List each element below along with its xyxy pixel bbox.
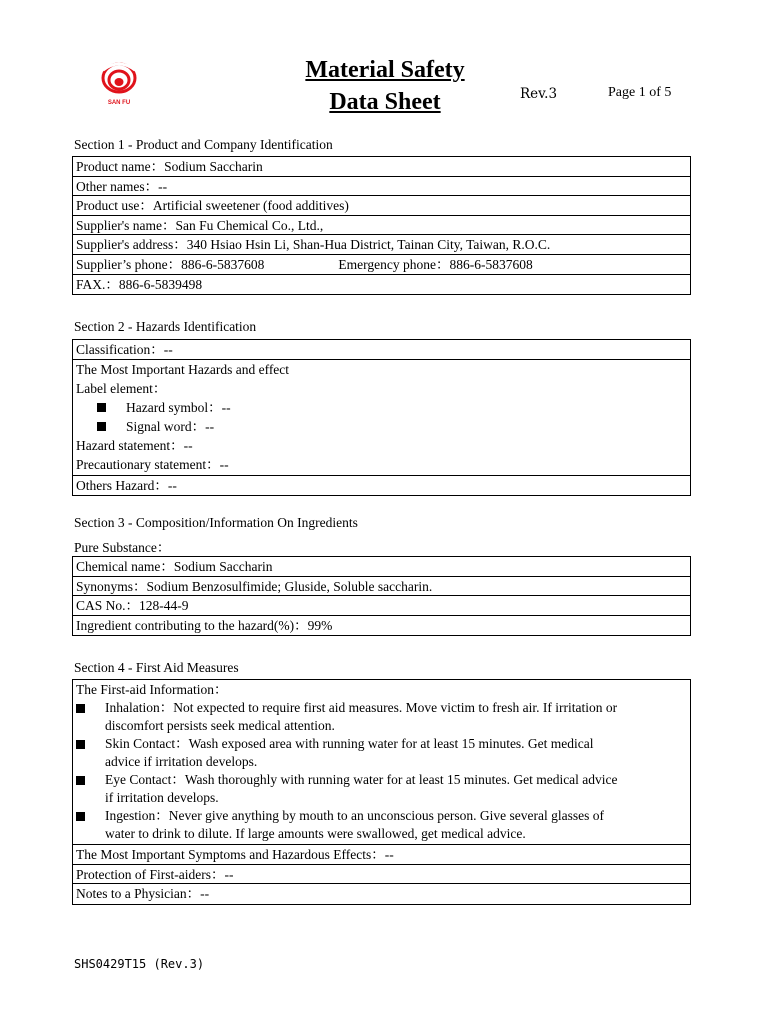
skin-contact-line-1: Skin Contact：Wash exposed area with running water for at least 15 minutes. Get medical: [105, 736, 594, 751]
eye-contact-line-1: Eye Contact：Wash thoroughly with running water for at least 15 minutes. Get medical advice: [105, 772, 618, 787]
list-item: [73, 735, 690, 771]
list-item: [73, 417, 690, 436]
section-2-heading: Section 2 - Hazards Identification: [74, 319, 257, 334]
others-hazard-row: Others Hazard：--: [76, 477, 177, 493]
ingestion-line-1: Ingestion：Never give anything by mouth to an unconscious person. Give several glasses of: [105, 808, 605, 823]
hazards-block: [73, 360, 690, 476]
pure-substance-label: Pure Substance：: [74, 540, 171, 555]
table-row: Chemical name：Sodium Saccharin: [73, 557, 690, 577]
table-row: Ingredient contributing to the hazard(%)：99%: [76, 617, 333, 633]
list-item: [73, 699, 690, 735]
inhalation-line-2: discomfort persists seek medical attention.: [105, 718, 335, 733]
supplier-phone: Supplier’s phone：886-6-5837608: [76, 256, 265, 272]
table-row: Supplier's name：San Fu Chemical Co., Ltd.,: [73, 216, 690, 236]
table-row-fax: FAX.：886-6-5839498: [76, 276, 203, 292]
precautionary-statement: Precautionary statement：--: [76, 456, 229, 472]
revision-label: Rev.3: [520, 86, 558, 102]
bullet-square-icon: [76, 740, 85, 749]
san-fu-logo: [97, 60, 141, 106]
table-row: Synonyms：Sodium Benzosulfimide; Gluside, Soluble saccharin.: [73, 577, 690, 597]
table-row: Product use：Artificial sweetener (food additives): [73, 196, 690, 216]
label-element: Label element：: [76, 380, 167, 396]
section-1-table: [72, 156, 691, 295]
table-row: Supplier's address：340 Hsiao Hsin Li, Shan-Hua District, Tainan City, Taiwan, R.O.C.: [73, 235, 690, 255]
table-row-phone: [73, 255, 690, 275]
section-1-heading: Section 1 - Product and Company Identification: [74, 137, 333, 152]
signal-word: Signal word：--: [126, 418, 215, 434]
section-4-heading: Section 4 - First Aid Measures: [74, 660, 239, 675]
inhalation-line-1: Inhalation：Not expected to require first aid measures. Move victim to fresh air. If irritation or: [105, 700, 618, 715]
table-row: Product name：Sodium Saccharin: [73, 157, 690, 177]
list-item: [73, 771, 690, 807]
table-row: CAS No.：128-44-9: [73, 596, 690, 616]
bullet-square-icon: [97, 403, 106, 412]
most-important-hazards: The Most Important Hazards and effect: [76, 361, 290, 377]
skin-contact-line-2: advice if irritation develops.: [105, 754, 258, 769]
bullet-square-icon: [76, 776, 85, 785]
section-3-heading: Section 3 - Composition/Information On Ingredients: [74, 515, 358, 530]
protection-row: Protection of First-aiders：--: [73, 865, 690, 885]
page-number: Page 1 of 5: [608, 85, 672, 100]
list-item: [73, 807, 690, 843]
ingestion-line-2: water to drink to dilute. If large amounts were swallowed, get medical advice.: [105, 826, 526, 841]
first-aid-info: The First-aid Information：: [76, 682, 228, 697]
symptoms-row: The Most Important Symptoms and Hazardous Effects：--: [73, 845, 690, 865]
logo-text: SAN FU: [107, 100, 131, 106]
list-item: [73, 398, 690, 417]
bullet-square-icon: [97, 422, 106, 431]
section-4-table: [72, 679, 691, 905]
document-code: SHS0429T15 (Rev.3): [74, 957, 205, 971]
section-3-table: [72, 556, 691, 636]
section-2-table: [72, 339, 691, 496]
emergency-phone: Emergency phone：886-6-5837608: [338, 256, 533, 272]
title-line-1: Material Safety: [305, 57, 465, 83]
hazard-symbol: Hazard symbol：--: [126, 399, 231, 415]
bullet-square-icon: [76, 704, 85, 713]
classification-row: Classification：--: [73, 340, 690, 360]
title-line-2: Data Sheet: [329, 89, 441, 115]
bullet-square-icon: [76, 812, 85, 821]
document-title: [250, 54, 520, 118]
table-row: Other names：--: [73, 177, 690, 197]
eye-contact-line-2: if irritation develops.: [105, 790, 219, 805]
notes-row: Notes to a Physician：--: [76, 886, 210, 902]
hazard-statement: Hazard statement：--: [76, 437, 193, 453]
first-aid-block: [73, 680, 690, 845]
